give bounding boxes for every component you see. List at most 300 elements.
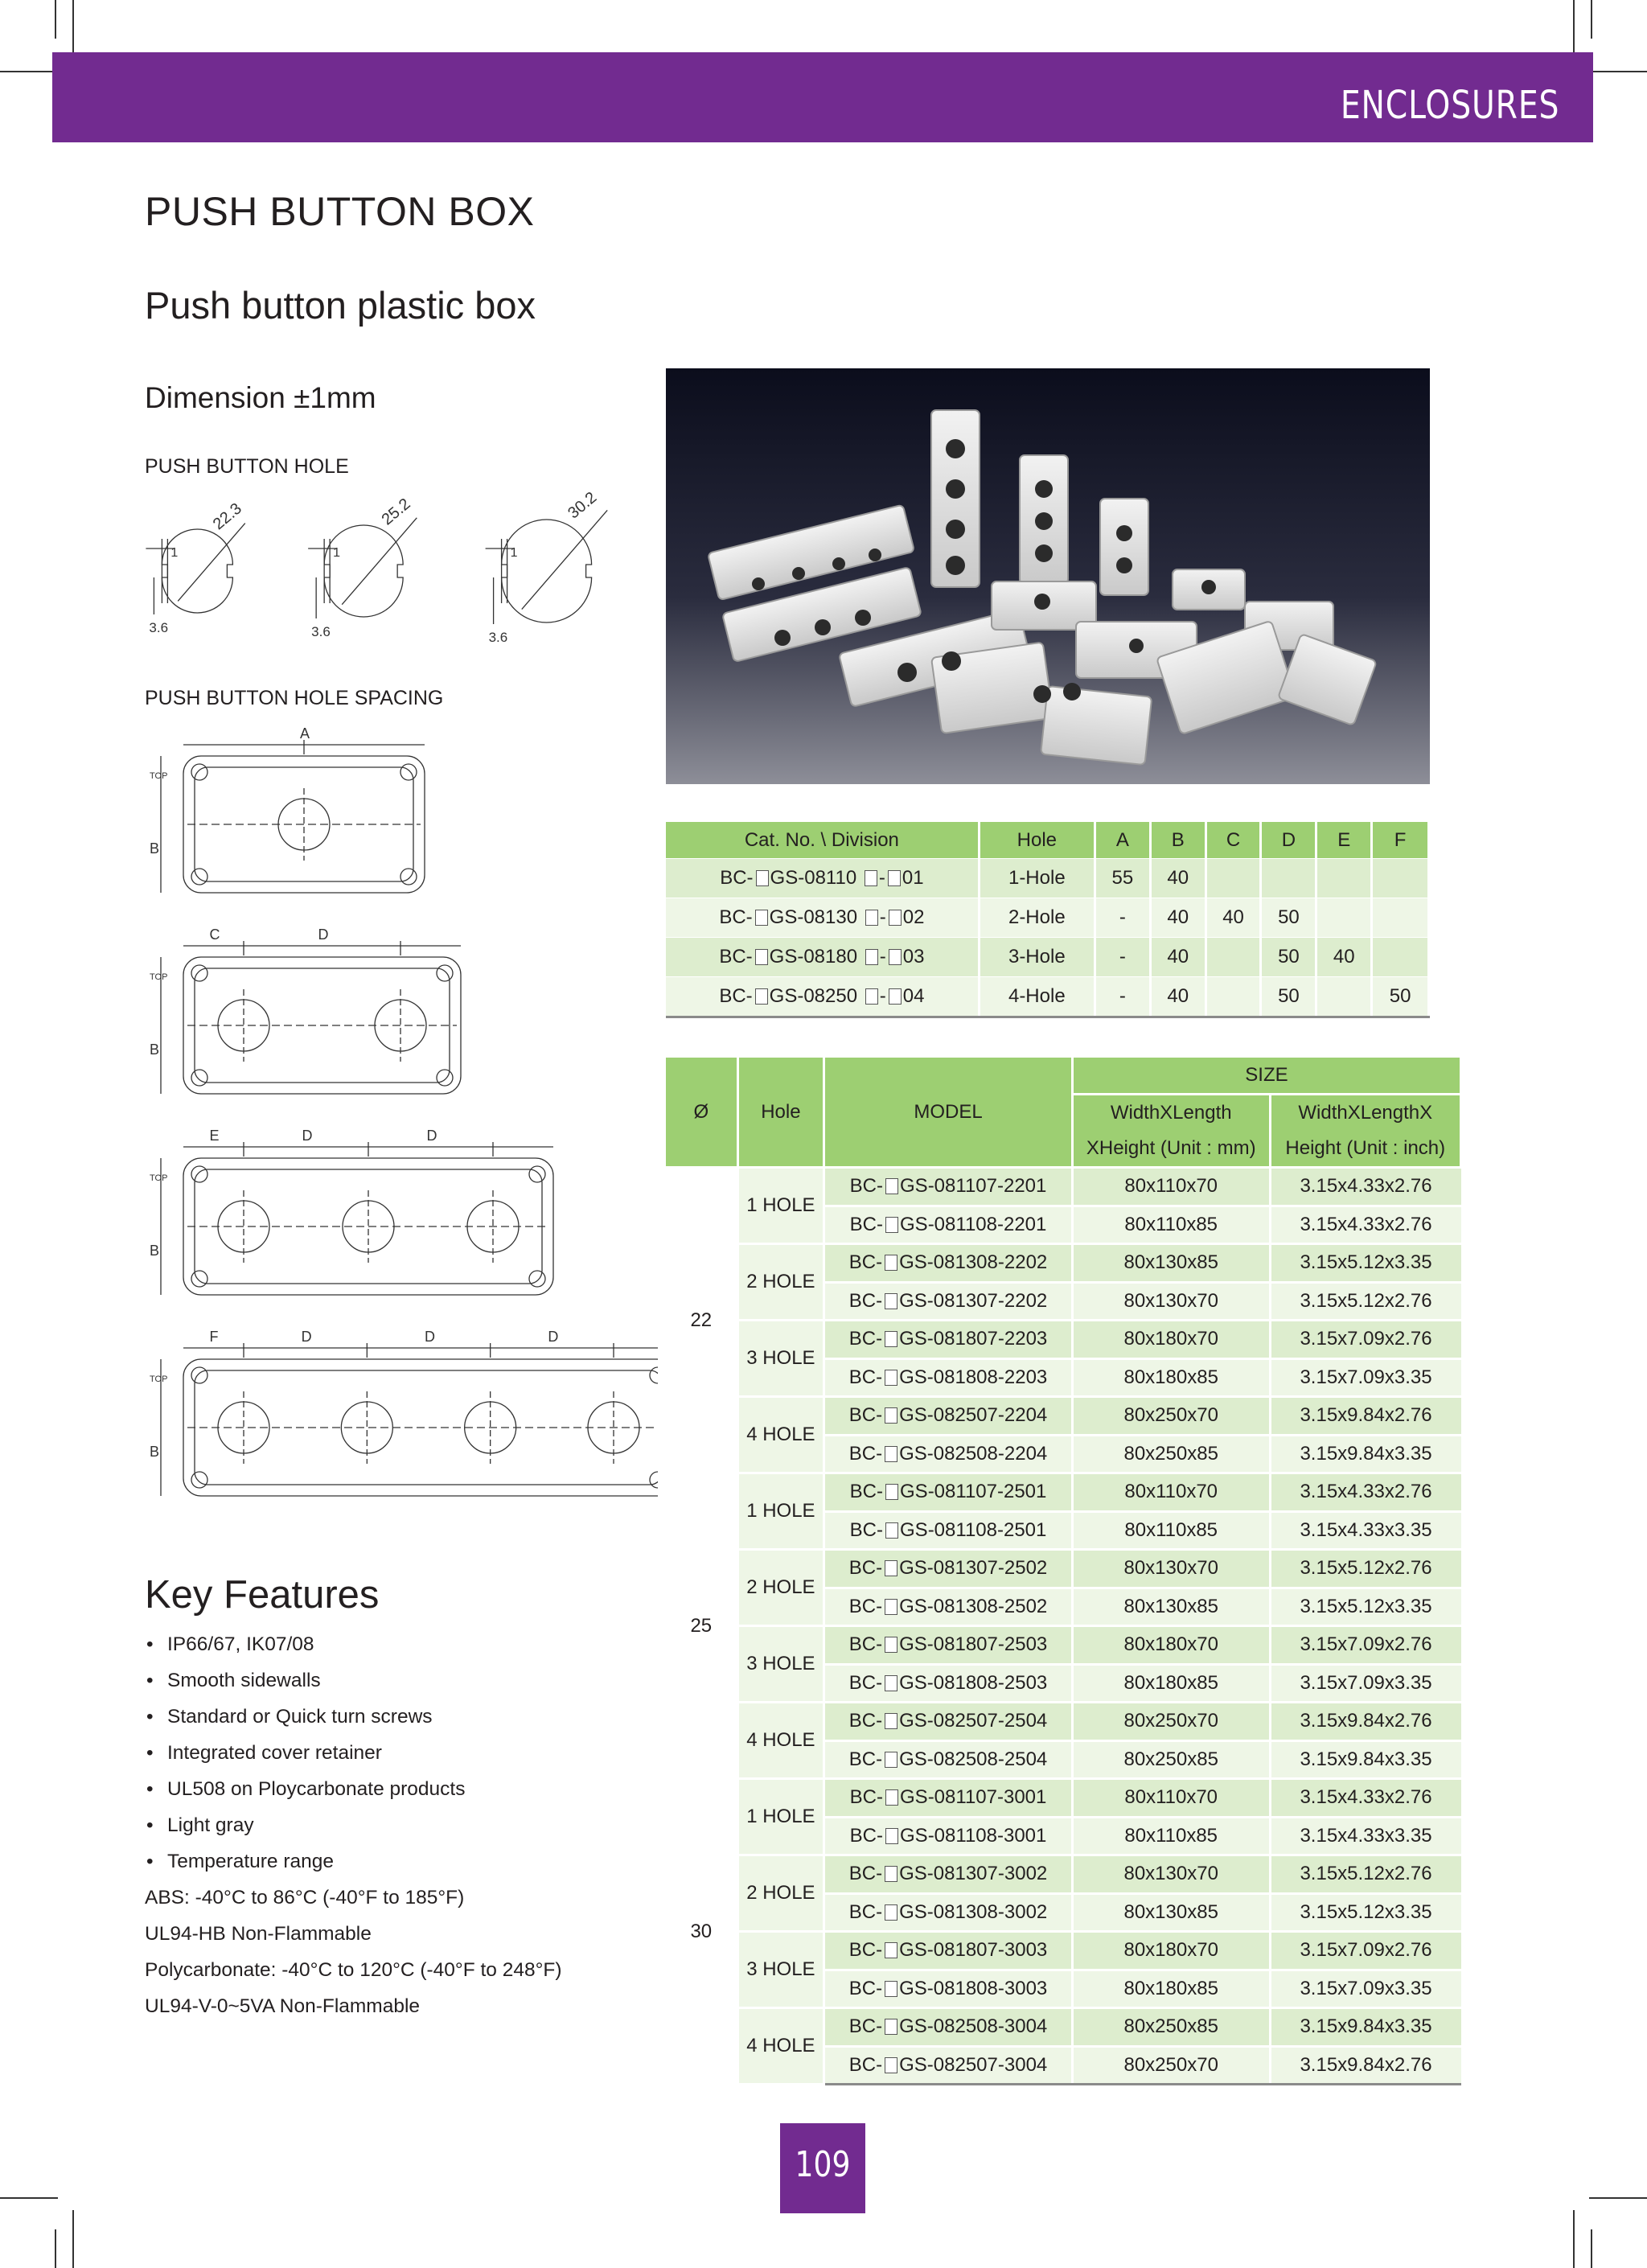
screw-hole xyxy=(400,869,417,885)
cell-model xyxy=(824,1244,1073,1283)
crop-mark xyxy=(72,0,74,58)
blank-box xyxy=(885,1599,897,1615)
cell-diameter: 22 xyxy=(666,1168,737,1473)
model-prefix: BC- xyxy=(849,1518,884,1541)
model-prefix: BC- xyxy=(848,1289,883,1312)
cat-prefix: BC- xyxy=(719,906,753,928)
catalog-cell-f xyxy=(1372,898,1429,938)
page-subtitle: Push button plastic box xyxy=(145,284,536,327)
hole-outline xyxy=(502,520,592,622)
model-code: GS-081807-2203 xyxy=(899,1328,1048,1350)
col-header: Cat. No. \ Division xyxy=(666,822,979,859)
cell-model xyxy=(824,1588,1073,1626)
screw-hole xyxy=(400,764,417,780)
cell-model xyxy=(824,1358,1073,1397)
crop-mark xyxy=(1591,2229,1592,2268)
cell-size-inch: 3.15x5.12x2.76 xyxy=(1270,1855,1460,1894)
cell-hole: 1 HOLE xyxy=(737,1779,824,1855)
col-header-size-mm: WidthXLength xyxy=(1072,1095,1270,1132)
top-label: TOP xyxy=(150,972,168,982)
screw-hole xyxy=(191,1271,207,1287)
model-code: GS-082508-3004 xyxy=(899,2015,1048,2038)
cell-model xyxy=(824,1550,1073,1588)
cat-suffix: 01 xyxy=(902,867,924,889)
blank-box xyxy=(885,2057,897,2073)
model-code: GS-081108-3001 xyxy=(900,1824,1047,1847)
blank-box xyxy=(755,988,768,1005)
catalog-cell-b: 40 xyxy=(1150,977,1205,1017)
spacing-diagram xyxy=(150,1128,553,1295)
catalog-cell-b: 40 xyxy=(1150,898,1205,938)
size-table xyxy=(666,1058,1462,2085)
blank-box xyxy=(885,1789,898,1806)
hole-diagram xyxy=(146,499,244,635)
catalog-cell-d: 50 xyxy=(1261,977,1316,1017)
cell-size-inch: 3.15x7.09x3.35 xyxy=(1270,1970,1460,2008)
cell-size-mm: 80x130x85 xyxy=(1072,1893,1270,1932)
cell-model xyxy=(824,1932,1073,1970)
cell-size-mm: 80x250x85 xyxy=(1072,1740,1270,1779)
table-row xyxy=(666,2008,1461,2047)
cell-size-mm: 80x180x70 xyxy=(1072,1932,1270,1970)
dim-label-b: B xyxy=(150,1243,160,1259)
model-prefix: BC- xyxy=(848,1863,883,1885)
cell-model xyxy=(824,1321,1073,1359)
cell-size-inch: 3.15x4.33x2.76 xyxy=(1270,1168,1460,1206)
screw-hole xyxy=(191,764,207,780)
model-code: GS-082507-2204 xyxy=(899,1404,1048,1427)
model-prefix: BC- xyxy=(849,1481,884,1503)
model-code: GS-081808-3003 xyxy=(899,1977,1048,1999)
cell-size-inch: 3.15x7.09x3.35 xyxy=(1270,1358,1460,1397)
blank-box xyxy=(885,1675,897,1691)
catalog-cell-hole: 4-Hole xyxy=(979,977,1095,1017)
model-code: GS-081307-2502 xyxy=(899,1557,1048,1580)
dim-label-b: B xyxy=(150,1042,160,1058)
model-prefix: BC- xyxy=(848,1366,883,1388)
model-code: GS-081308-3002 xyxy=(899,1900,1048,1923)
cell-size-mm: 80x180x70 xyxy=(1072,1626,1270,1665)
model-prefix: BC- xyxy=(848,1900,883,1923)
col-header: B xyxy=(1150,822,1205,859)
cell-hole: 3 HOLE xyxy=(737,1626,824,1703)
crop-mark xyxy=(55,0,56,39)
hole-diameter-label: 25.2 xyxy=(378,495,414,529)
col-header: C xyxy=(1205,822,1261,859)
cell-size-inch: 3.15x9.84x2.76 xyxy=(1270,1703,1460,1741)
cat-dash: - xyxy=(879,985,886,1007)
blank-box xyxy=(885,1981,897,1997)
table-row xyxy=(666,1932,1461,1970)
spacing-section-label: PUSH BUTTON HOLE SPACING xyxy=(145,687,444,709)
cell-size-inch: 3.15x5.12x2.76 xyxy=(1270,1550,1460,1588)
blank-box xyxy=(885,1446,897,1462)
crop-mark xyxy=(0,71,58,72)
model-code: GS-081807-2503 xyxy=(899,1633,1048,1656)
cell-hole: 4 HOLE xyxy=(737,1397,824,1473)
cell-model xyxy=(824,2008,1073,2047)
spacing-diagram xyxy=(150,725,425,893)
cell-diameter: 30 xyxy=(666,1779,737,2085)
catalog-cell-d: 50 xyxy=(1261,898,1316,938)
cat-prefix: BC- xyxy=(719,946,753,968)
blank-box xyxy=(755,910,768,926)
catalog-cell-b: 40 xyxy=(1150,859,1205,898)
model-prefix: BC- xyxy=(848,1328,883,1350)
cat-code: GS-08250 xyxy=(769,985,863,1007)
model-code: GS-081308-2502 xyxy=(899,1595,1048,1617)
cell-size-mm: 80x180x85 xyxy=(1072,1358,1270,1397)
cell-size-mm: 80x250x70 xyxy=(1072,1397,1270,1436)
top-label: TOP xyxy=(150,771,168,781)
hole-notch-label: 1 xyxy=(510,546,518,560)
col-header-size: SIZE xyxy=(1072,1058,1460,1095)
model-code: GS-081807-3003 xyxy=(899,1939,1048,1962)
feature-bullet: • Standard or Quick turn screws xyxy=(145,1699,562,1735)
diameter-line xyxy=(522,510,607,609)
model-prefix: BC- xyxy=(848,1939,883,1962)
cell-diameter: 25 xyxy=(666,1473,737,1779)
cell-model xyxy=(824,1664,1073,1703)
col-header-size-mm-unit: XHeight (Unit : mm) xyxy=(1072,1131,1270,1168)
model-prefix: BC- xyxy=(848,2053,883,2076)
cell-size-inch: 3.15x9.84x3.35 xyxy=(1270,1435,1460,1473)
cell-size-mm: 80x250x85 xyxy=(1072,1435,1270,1473)
cell-size-mm: 80x130x70 xyxy=(1072,1550,1270,1588)
model-prefix: BC- xyxy=(848,1710,883,1732)
model-code: GS-081108-2501 xyxy=(900,1518,1047,1541)
screw-hole xyxy=(437,965,453,981)
catalog-cell-hole: 2-Hole xyxy=(979,898,1095,938)
col-header: Hole xyxy=(979,822,1095,859)
model-prefix: BC- xyxy=(849,1175,884,1198)
catalog-cell-hole: 1-Hole xyxy=(979,859,1095,898)
blank-box xyxy=(889,949,902,965)
cat-code: GS-08110 xyxy=(770,867,862,889)
crop-mark xyxy=(1573,0,1575,58)
blank-box xyxy=(865,949,878,965)
blank-box xyxy=(885,1370,897,1386)
table-row xyxy=(666,1473,1461,1512)
feature-note: Polycarbonate: -40°C to 120°C (-40°F to 248°F) xyxy=(145,1959,562,1981)
blank-box xyxy=(885,2019,897,2035)
cell-model xyxy=(824,1282,1073,1321)
model-prefix: BC- xyxy=(848,1977,883,1999)
catalog-cell-cat-no xyxy=(666,859,979,898)
section-banner xyxy=(52,52,1593,142)
feature-bullet: • Smooth sidewalls xyxy=(145,1662,562,1699)
catalog-row xyxy=(666,859,1429,898)
hole-drawings xyxy=(137,483,667,651)
feature-note: UL94-HB Non-Flammable xyxy=(145,1923,372,1945)
blank-box xyxy=(888,870,901,886)
screw-hole xyxy=(191,965,207,981)
model-prefix: BC- xyxy=(848,1595,883,1617)
cell-size-mm: 80x110x70 xyxy=(1072,1168,1270,1206)
cat-dash: - xyxy=(879,946,886,968)
catalog-table xyxy=(666,822,1430,1018)
feature-bullet: • Temperature range xyxy=(145,1843,562,1880)
feature-bullet: • Light gray xyxy=(145,1807,562,1843)
screw-hole xyxy=(529,1166,545,1182)
feature-bullet: • IP66/67, IK07/08 xyxy=(145,1626,562,1662)
catalog-cell-a: - xyxy=(1095,938,1150,977)
screw-hole xyxy=(191,1166,207,1182)
top-label: TOP xyxy=(150,1374,168,1384)
table-row xyxy=(666,1244,1461,1283)
spacing-diagram xyxy=(150,927,461,1094)
cell-model xyxy=(824,1473,1073,1512)
model-prefix: BC- xyxy=(848,1748,883,1770)
hole-outline xyxy=(324,525,403,617)
cell-size-mm: 80x130x70 xyxy=(1072,1282,1270,1321)
blank-box xyxy=(885,1217,898,1233)
screw-hole xyxy=(191,1070,207,1086)
product-photo xyxy=(666,368,1430,784)
key-features-title: Key Features xyxy=(145,1573,380,1617)
screw-hole xyxy=(437,1070,453,1086)
model-prefix: BC- xyxy=(848,1442,883,1465)
screw-hole xyxy=(191,1367,207,1383)
cat-prefix: BC- xyxy=(719,985,753,1007)
col-header: A xyxy=(1095,822,1150,859)
col-header-size-inch-unit: Height (Unit : inch) xyxy=(1270,1131,1460,1168)
blank-box xyxy=(885,1904,897,1921)
diameter-line xyxy=(342,518,417,605)
cell-size-inch: 3.15x5.12x3.35 xyxy=(1270,1588,1460,1626)
blank-box xyxy=(755,949,768,965)
cell-size-inch: 3.15x7.09x3.35 xyxy=(1270,1664,1460,1703)
table-row xyxy=(666,1397,1461,1436)
cell-size-inch: 3.15x4.33x2.76 xyxy=(1270,1779,1460,1818)
cell-model xyxy=(824,1779,1073,1818)
page-number xyxy=(780,2123,865,2213)
cell-hole: 3 HOLE xyxy=(737,1932,824,2008)
catalog-cell-cat-no xyxy=(666,977,979,1017)
catalog-row xyxy=(666,898,1429,938)
cell-size-mm: 80x130x70 xyxy=(1072,1855,1270,1894)
model-prefix: BC- xyxy=(848,1633,883,1656)
cell-size-inch: 3.15x7.09x2.76 xyxy=(1270,1321,1460,1359)
crop-mark xyxy=(1573,2210,1575,2268)
col-header: F xyxy=(1372,822,1429,859)
feature-bullet: • UL508 on Ploycarbonate products xyxy=(145,1771,562,1807)
catalog-table-header xyxy=(666,822,1429,859)
model-code: GS-081107-2501 xyxy=(900,1481,1047,1503)
feature-note: ABS: -40°C to 86°C (-40°F to 185°F) xyxy=(145,1887,465,1908)
cell-model xyxy=(824,1740,1073,1779)
catalog-cell-hole: 3-Hole xyxy=(979,938,1095,977)
cell-hole: 3 HOLE xyxy=(737,1321,824,1397)
cat-code: GS-08130 xyxy=(769,906,863,928)
cell-size-inch: 3.15x9.84x2.76 xyxy=(1270,2046,1460,2085)
catalog-cell-e xyxy=(1316,977,1372,1017)
catalog-row xyxy=(666,977,1429,1017)
dim-label: A xyxy=(300,725,310,742)
model-prefix: BC- xyxy=(848,2015,883,2038)
col-header-hole: Hole xyxy=(737,1058,824,1168)
cell-size-inch: 3.15x4.33x2.76 xyxy=(1270,1473,1460,1512)
cell-size-mm: 80x130x85 xyxy=(1072,1588,1270,1626)
screw-hole xyxy=(529,1271,545,1287)
blank-box xyxy=(756,870,769,886)
catalog-row xyxy=(666,938,1429,977)
catalog-cell-c xyxy=(1205,859,1261,898)
catalog-cell-b: 40 xyxy=(1150,938,1205,977)
cell-size-mm: 80x110x85 xyxy=(1072,1817,1270,1855)
cell-model xyxy=(824,1703,1073,1741)
screw-hole xyxy=(191,1472,207,1488)
model-code: GS-081307-3002 xyxy=(899,1863,1048,1885)
dim-label-b: B xyxy=(150,840,160,857)
cell-hole: 4 HOLE xyxy=(737,1703,824,1779)
hole-diameter-label: 30.2 xyxy=(565,488,601,523)
key-features-list xyxy=(145,1626,562,2024)
cat-suffix: 02 xyxy=(902,906,925,928)
hole-diagram xyxy=(486,489,608,645)
blank-box xyxy=(885,1637,897,1653)
crop-mark xyxy=(0,2197,58,2199)
dim-label: D xyxy=(425,1329,435,1345)
cell-hole: 4 HOLE xyxy=(737,2008,824,2085)
model-code: GS-081307-2202 xyxy=(899,1289,1048,1312)
screw-hole xyxy=(650,1472,658,1488)
cell-hole: 2 HOLE xyxy=(737,1550,824,1626)
model-code: GS-081107-3001 xyxy=(900,1786,1047,1809)
cell-size-mm: 80x250x85 xyxy=(1072,2008,1270,2047)
crop-mark xyxy=(1589,2197,1647,2199)
hole-section-label: PUSH BUTTON HOLE xyxy=(145,455,349,478)
catalog-cell-c xyxy=(1205,977,1261,1017)
cell-hole: 2 HOLE xyxy=(737,1855,824,1932)
cell-size-inch: 3.15x5.12x3.35 xyxy=(1270,1893,1460,1932)
cell-size-mm: 80x110x70 xyxy=(1072,1473,1270,1512)
screw-hole xyxy=(650,1367,658,1383)
cat-prefix: BC- xyxy=(720,867,754,889)
cell-size-mm: 80x110x70 xyxy=(1072,1779,1270,1818)
cat-code: GS-08180 xyxy=(769,946,863,968)
cell-size-inch: 3.15x9.84x3.35 xyxy=(1270,2008,1460,2047)
cell-size-mm: 80x250x70 xyxy=(1072,1703,1270,1741)
col-header-diameter: Ø xyxy=(666,1058,737,1168)
col-header-model: MODEL xyxy=(824,1058,1073,1168)
crop-mark xyxy=(72,2210,74,2268)
table-row xyxy=(666,1703,1461,1741)
dim-label: D xyxy=(548,1329,559,1345)
cell-size-inch: 3.15x5.12x3.35 xyxy=(1270,1244,1460,1283)
cell-model xyxy=(824,1435,1073,1473)
blank-box xyxy=(885,1255,897,1271)
cat-suffix: 03 xyxy=(902,946,925,968)
cat-dash: - xyxy=(878,867,885,889)
dim-label: D xyxy=(318,927,329,943)
blank-box xyxy=(885,1713,897,1729)
catalog-cell-e xyxy=(1316,898,1372,938)
feature-note: UL94-V-0~5VA Non-Flammable xyxy=(145,1995,421,2017)
catalog-cell-f xyxy=(1372,938,1429,977)
cell-size-mm: 80x110x85 xyxy=(1072,1206,1270,1244)
blank-box xyxy=(885,1331,897,1347)
blank-box xyxy=(885,1522,898,1539)
blank-box xyxy=(865,910,878,926)
blank-box xyxy=(885,1407,897,1424)
model-prefix: BC- xyxy=(849,1213,884,1235)
cell-model xyxy=(824,2046,1073,2085)
dim-label: E xyxy=(209,1128,220,1144)
model-code: GS-082507-2504 xyxy=(899,1710,1048,1732)
model-code: GS-082507-3004 xyxy=(899,2053,1048,2076)
catalog-cell-c xyxy=(1205,938,1261,977)
catalog-cell-c: 40 xyxy=(1205,898,1261,938)
cell-model xyxy=(824,1168,1073,1206)
crop-mark xyxy=(55,2229,56,2268)
catalog-cell-cat-no xyxy=(666,898,979,938)
cell-size-inch: 3.15x9.84x3.35 xyxy=(1270,1740,1460,1779)
section-label: ENCLOSURES xyxy=(1340,83,1559,128)
table-row xyxy=(666,1855,1461,1894)
cell-model xyxy=(824,1626,1073,1665)
model-code: GS-081108-2201 xyxy=(900,1213,1047,1235)
hole-offset-label: 3.6 xyxy=(311,624,331,639)
model-prefix: BC- xyxy=(848,1557,883,1580)
cat-dash: - xyxy=(879,906,886,928)
model-prefix: BC- xyxy=(849,1824,884,1847)
model-prefix: BC- xyxy=(848,1404,883,1427)
dim-label: D xyxy=(426,1128,437,1144)
hole-notch-label: 1 xyxy=(170,546,179,560)
model-code: GS-082508-2204 xyxy=(899,1442,1048,1465)
blank-box xyxy=(885,1752,897,1768)
crop-mark xyxy=(1591,0,1592,39)
dimension-note: Dimension ±1mm xyxy=(145,381,376,414)
blank-box xyxy=(885,1866,897,1882)
model-code: GS-081808-2203 xyxy=(899,1366,1048,1388)
catalog-cell-cat-no xyxy=(666,938,979,977)
cell-size-inch: 3.15x9.84x2.76 xyxy=(1270,1397,1460,1436)
model-code: GS-081808-2503 xyxy=(899,1671,1048,1694)
blank-box xyxy=(889,910,902,926)
catalog-cell-d xyxy=(1261,859,1316,898)
hole-notch-label: 1 xyxy=(333,546,341,560)
cell-model xyxy=(824,1817,1073,1855)
cat-suffix: 04 xyxy=(902,985,925,1007)
screw-hole xyxy=(191,869,207,885)
cell-size-inch: 3.15x4.33x3.35 xyxy=(1270,1817,1460,1855)
cell-model xyxy=(824,1206,1073,1244)
hole-diagram xyxy=(308,495,417,639)
spacing-drawings xyxy=(143,716,658,1520)
spacing-diagram xyxy=(150,1329,658,1496)
dim-label: F xyxy=(209,1329,219,1345)
dim-label-b: B xyxy=(150,1444,160,1460)
page-number-text: 109 xyxy=(795,2144,851,2185)
cell-size-mm: 80x180x85 xyxy=(1072,1664,1270,1703)
blank-box xyxy=(885,1942,897,1958)
cell-model xyxy=(824,1893,1073,1932)
hole-offset-label: 3.6 xyxy=(488,630,508,645)
table-row xyxy=(666,1550,1461,1588)
feature-bullet: • Integrated cover retainer xyxy=(145,1735,562,1771)
blank-box xyxy=(885,1828,898,1844)
diameter-line xyxy=(178,524,245,602)
top-label: TOP xyxy=(150,1173,168,1183)
catalog-cell-f: 50 xyxy=(1372,977,1429,1017)
blank-box xyxy=(885,1560,897,1576)
cell-size-mm: 80x130x85 xyxy=(1072,1244,1270,1283)
cell-model xyxy=(824,1397,1073,1436)
model-code: GS-081308-2202 xyxy=(899,1251,1048,1274)
blank-box xyxy=(885,1293,897,1309)
